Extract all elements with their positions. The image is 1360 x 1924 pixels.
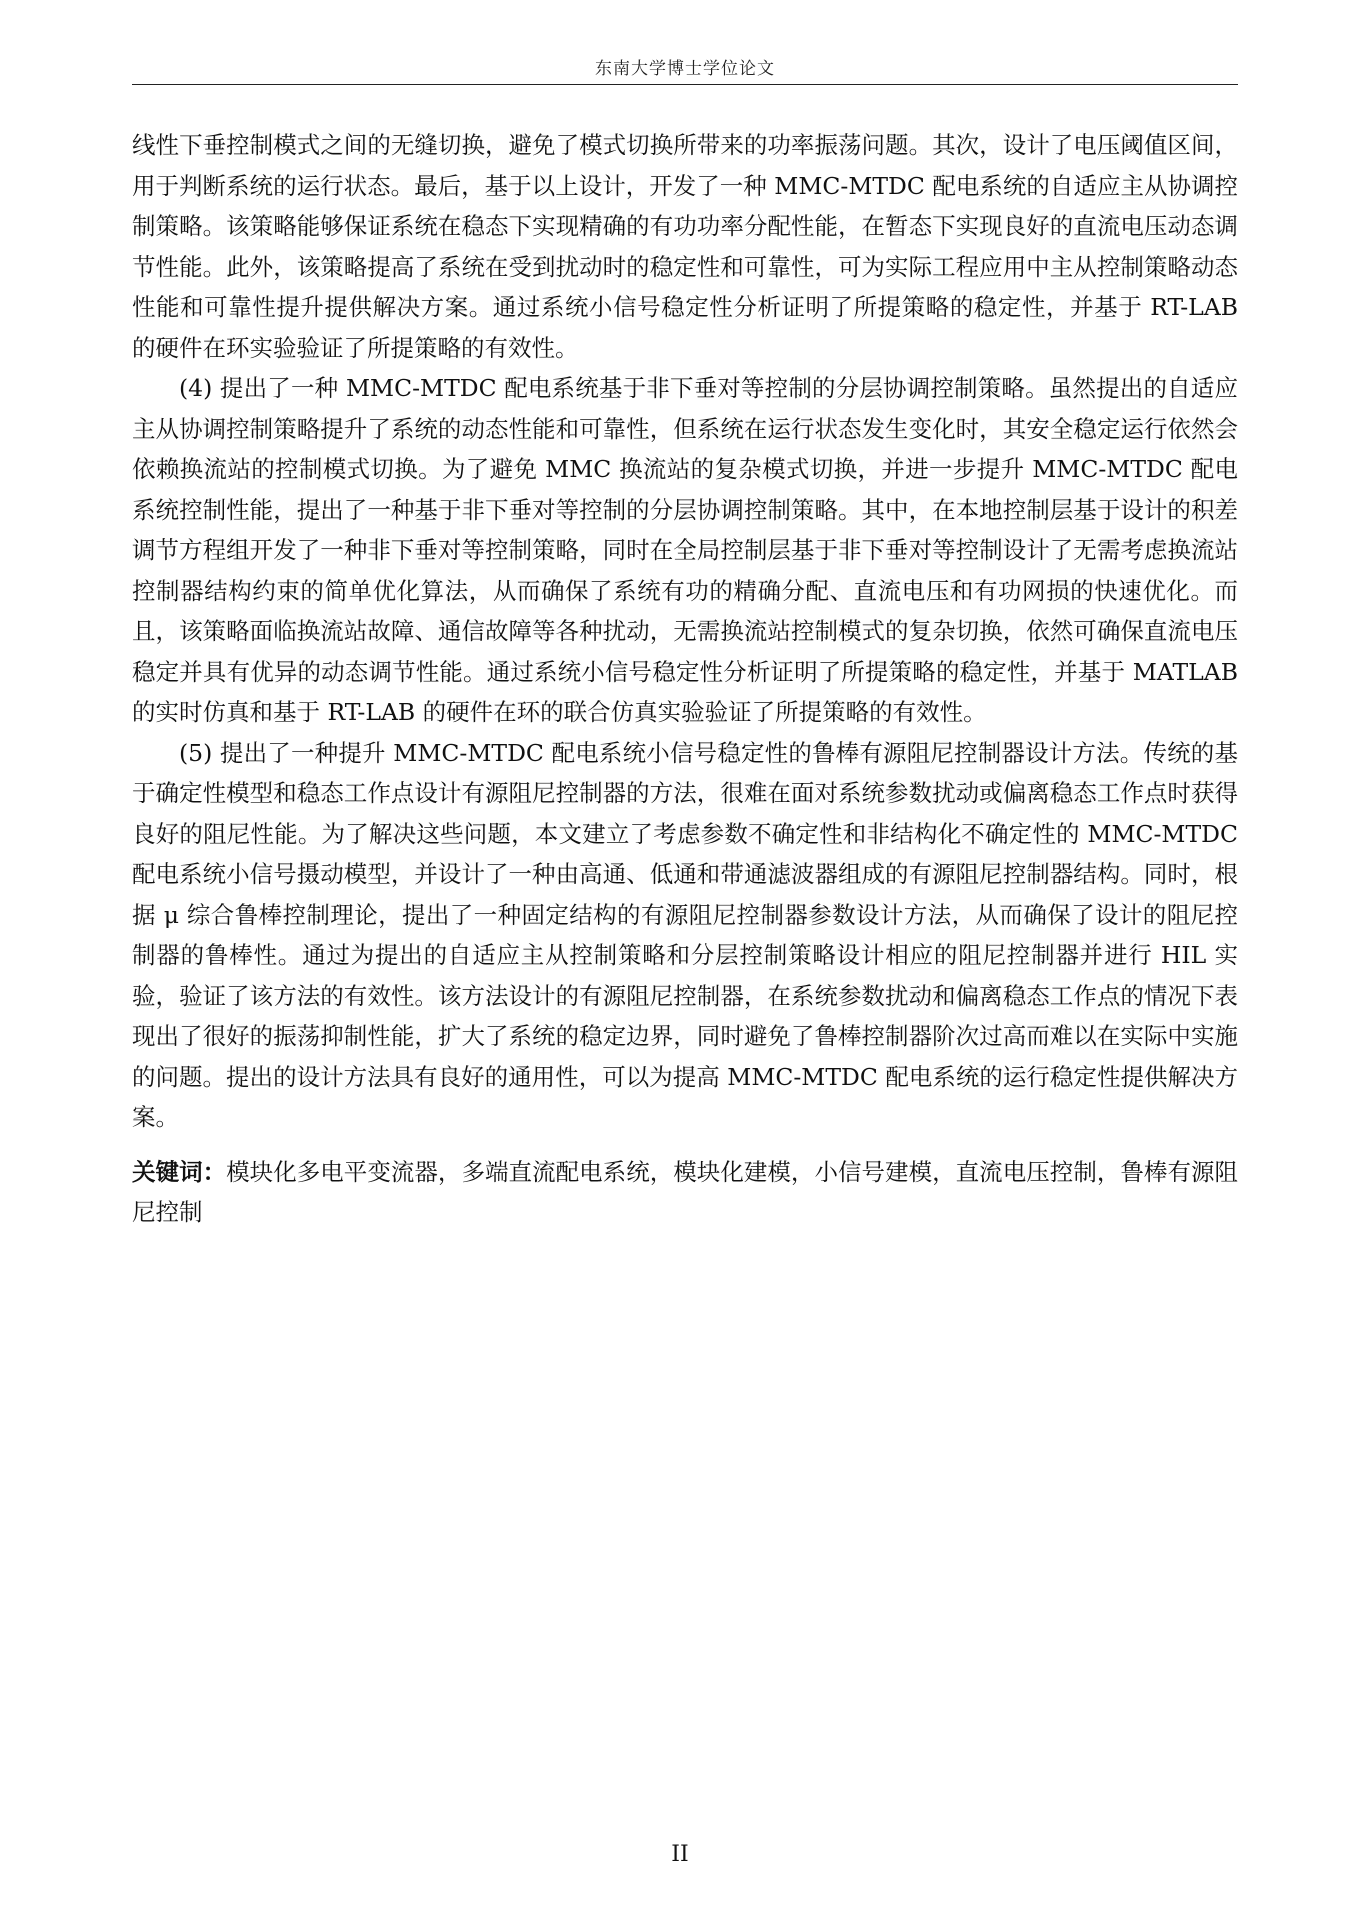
page-body bbox=[132, 125, 1238, 1233]
header-rule bbox=[132, 84, 1238, 85]
keywords-text: 模块化多电平变流器，多端直流配电系统，模块化建模，小信号建模，直流电压控制，鲁棒有源阻尼控制 bbox=[132, 1157, 1239, 1226]
paragraph-continued: 线性下垂控制模式之间的无缝切换，避免了模式切换所带来的功率振荡问题。其次，设计了电压阈值区间，用于判断系统的运行状态。最后，基于以上设计，开发了一种 MMC-MTDC 配电系统的自适应主从协调控制策略。该策略能够保证系统在稳态下实现精确的有功功率分配性能，在暂态下实现良好的直流电压动态调节性能。此外，该策略提高了系统在受到扰动时的稳定性和可靠性，可为实际工程应用中主从控制策略动态性能和可靠性提升提供解决方案。通过系统小信号稳定性分析证明了所提策略的稳定性，并基于 RT-LAB 的硬件在环实验验证了所提策略的有效性。 bbox=[132, 131, 1238, 362]
running-header: 东南大学博士学位论文 bbox=[595, 59, 775, 79]
paragraph-item-4: (4) 提出了一种 MMC-MTDC 配电系统基于非下垂对等控制的分层协调控制策略。虽然提出的自适应主从协调控制策略提升了系统的动态性能和可靠性，但系统在运行状态发生变化时，其安全稳定运行依然会依赖换流站的控制模式切换。为了避免 MMC 换流站的复杂模式切换，并进一步提升 MMC-MTDC 配电系统控制性能，提出了一种基于非下垂对等控制的分层协调控制策略。其中，在本地控制层基于设计的积差调节方程组开发了一种非下垂对等控制策略，同时在全局控制层基于非下垂对等控制设计了无需考虑换流站控制器结构约束的简单优化算法，从而确保了系统有功的精确分配、直流电压和有功网损的快速优化。而且，该策略面临换流站故障、通信故障等各种扰动，无需换流站控制模式的复杂切换，依然可确保直流电压稳定并具有优异的动态调节性能。通过系统小信号稳定性分析证明了所提策略的稳定性，并基于 MATLAB 的实时仿真和基于 RT-LAB 的硬件在环的联合仿真实验验证了所提策略的有效性。 bbox=[132, 374, 1238, 726]
page-number: II bbox=[671, 1842, 689, 1867]
paragraph-item-5: (5) 提出了一种提升 MMC-MTDC 配电系统小信号稳定性的鲁棒有源阻尼控制器设计方法。传统的基于确定性模型和稳态工作点设计有源阻尼控制器的方法，很难在面对系统参数扰动或偏离稳态工作点时获得良好的阻尼性能。为了解决这些问题，本文建立了考虑参数不确定性和非结构化不确定性的 MMC-MTDC 配电系统小信号摄动模型，并设计了一种由高通、低通和带通滤波器组成的有源阻尼控制器结构。同时，根据 μ 综合鲁棒控制理论，提出了一种固定结构的有源阻尼控制器参数设计方法，从而确保了设计的阻尼控制器的鲁棒性。通过为提出的自适应主从控制策略和分层控制策略设计相应的阻尼控制器并进行 HIL 实验，验证了该方法的有效性。该方法设计的有源阻尼控制器，在系统参数扰动和偏离稳态工作点的情况下表现出了很好的振荡抑制性能，扩大了系统的稳定边界，同时避免了鲁棒控制器阶次过高而难以在实际中实施的问题。提出的设计方法具有良好的通用性，可以为提高 MMC-MTDC 配电系统的运行稳定性提供解决方案。 bbox=[132, 738, 1238, 1131]
keywords-section bbox=[132, 1152, 1238, 1233]
keywords-label: 关键词： bbox=[132, 1157, 227, 1186]
